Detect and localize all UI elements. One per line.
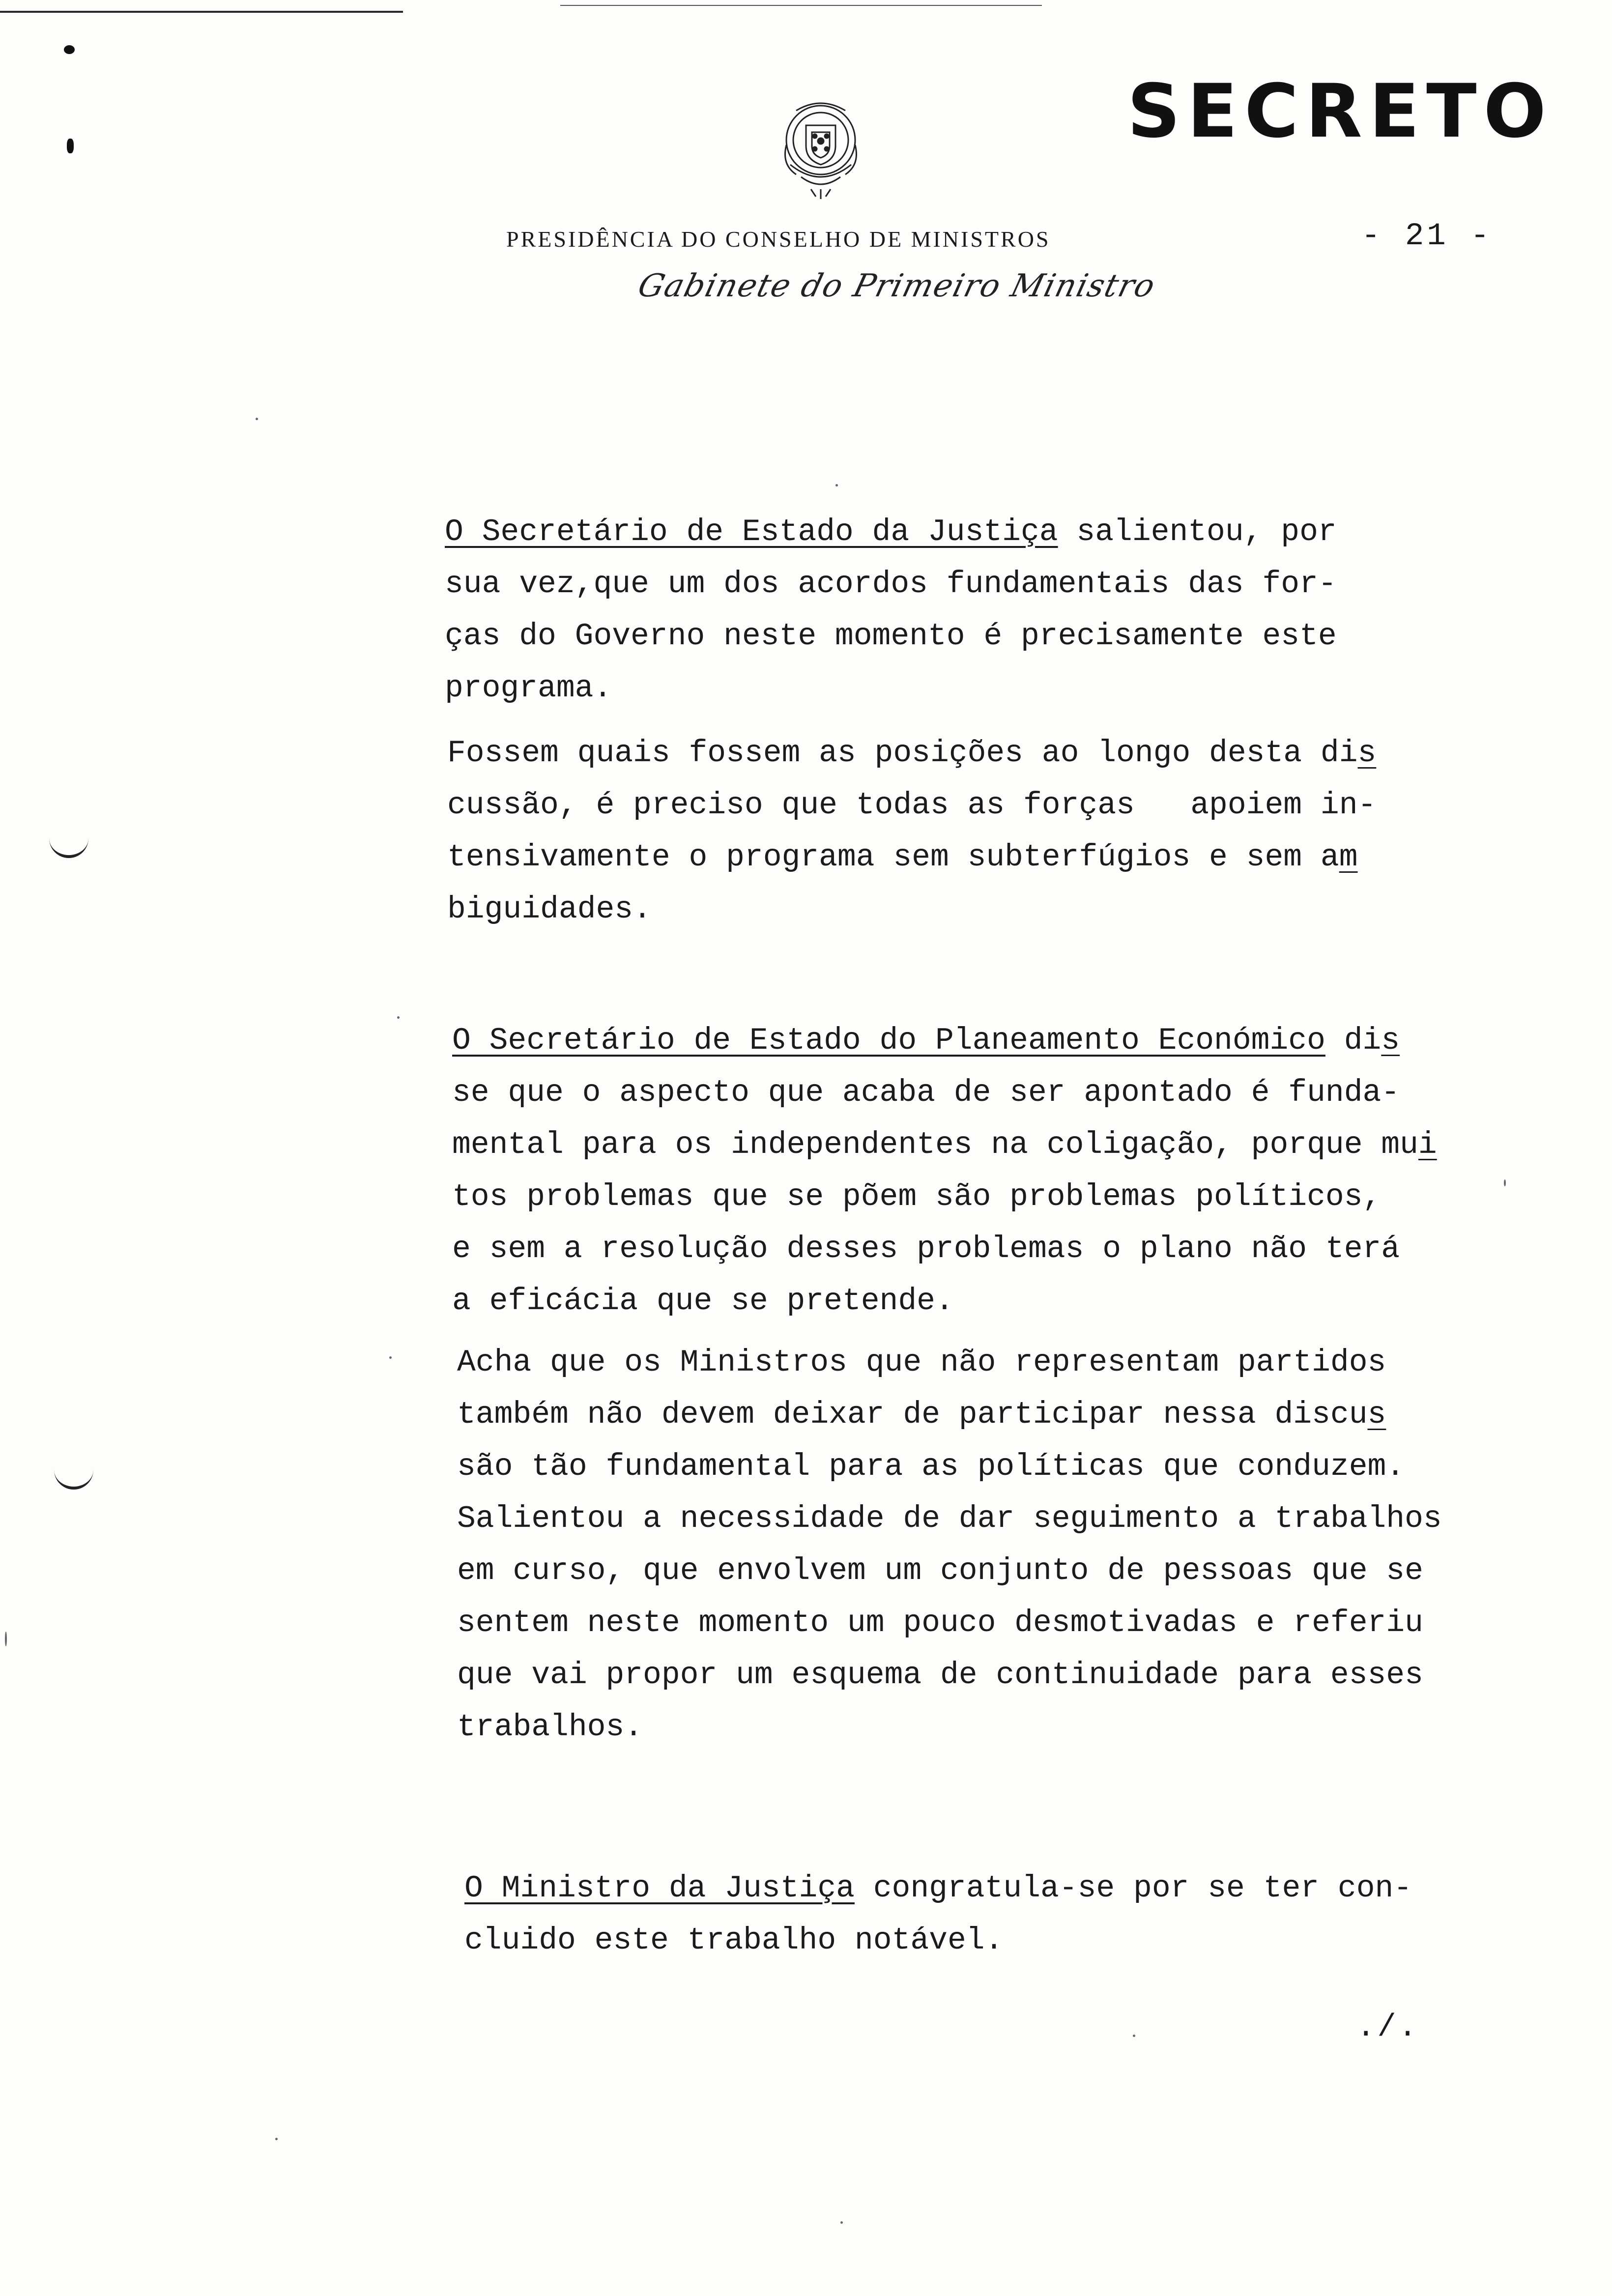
paragraph-line: tensivamente o programa sem subterfúgios e sem am [447, 840, 1358, 875]
speck [1504, 1179, 1506, 1186]
paragraph-line: a eficácia que se pretende. [452, 1284, 954, 1319]
cabinet-handwritten-title: Gabinete do Primeiro Ministro [634, 268, 1159, 304]
paragraph-line: cluido este trabalho notável. [464, 1923, 1004, 1958]
paragraph-fossem-quais [447, 727, 1376, 936]
paragraph-line: cussão, é preciso que todas as forças apoiem in- [447, 788, 1377, 823]
speaker-name: O Secretário de Estado do Planeamento Económico [452, 1023, 1325, 1058]
fold-mark-upper [49, 835, 88, 858]
paragraph-secretario-justica [445, 506, 1337, 715]
fold-mark-lower [54, 1467, 93, 1490]
paragraph-line: em curso, que envolvem um conjunto de pessoas que se [457, 1553, 1423, 1588]
paragraph-line: e sem a resolução desses problemas o plano não terá [452, 1232, 1400, 1266]
paragraph-line: ças do Governo neste momento é precisamente este [445, 619, 1337, 654]
paragraph-line: O Ministro da Justiça congratula-se por se ter con- [464, 1871, 1412, 1906]
paragraph-line: biguidades. [447, 892, 652, 927]
speaker-name: O Secretário de Estado da Justiça [445, 515, 1058, 549]
speaker-name: O Ministro da Justiça [464, 1871, 855, 1906]
paragraph-line: se que o aspecto que acaba de ser apontado é funda- [452, 1075, 1400, 1110]
punch-mark-top [64, 45, 75, 54]
paragraph-line: Salientou a necessidade de dar seguimento a trabalhos [457, 1501, 1442, 1536]
continuation-mark: ./. [1356, 2010, 1419, 2045]
speck [389, 1356, 392, 1359]
paragraph-line: são tão fundamental para as políticas que conduzem. [457, 1449, 1405, 1484]
speck [840, 2221, 843, 2224]
paragraph-line: sentem neste momento um pouco desmotivadas e referiu [457, 1606, 1423, 1640]
paragraph-line: Fossem quais fossem as posições ao longo desta dis [447, 736, 1377, 771]
paragraph-line: também não devem deixar de participar nessa discus [457, 1397, 1386, 1432]
paragraph-secretario-planeamento [452, 1015, 1437, 1327]
paragraph-line: Acha que os Ministros que não representam partidos [457, 1345, 1386, 1380]
speck [397, 1016, 400, 1019]
institution-name: PRESIDÊNCIA DO CONSELHO DE MINISTROS [506, 227, 1051, 252]
paragraph-line: O Secretário de Estado do Planeamento Económico dis [452, 1023, 1400, 1058]
page-number: - 21 - [1361, 219, 1493, 254]
punch-mark-second [67, 139, 74, 153]
coat-of-arms-seal-icon [767, 91, 875, 209]
paragraph-ministro-justica [464, 1863, 1412, 1967]
paragraph-line: que vai propor um esquema de continuidade para esses [457, 1658, 1423, 1693]
paragraph-acha-que [457, 1337, 1442, 1753]
paragraph-line: O Secretário de Estado da Justiça salientou, por [445, 515, 1337, 549]
speck [256, 418, 258, 420]
speck [275, 2138, 278, 2140]
classification-stamp: SECRETO [1127, 69, 1553, 154]
scan-edge-line-left [0, 11, 403, 13]
paragraph-line: tos problemas que se põem são problemas políticos, [452, 1179, 1382, 1214]
paragraph-line: programa. [445, 671, 612, 706]
speck [1133, 2035, 1135, 2037]
paragraph-line: trabalhos. [457, 1710, 643, 1745]
paragraph-line: mental para os independentes na coligação, porque mui [452, 1127, 1437, 1162]
scan-edge-line-top [560, 5, 1042, 6]
paragraph-line: sua vez,que um dos acordos fundamentais das for- [445, 567, 1337, 602]
speck [835, 484, 838, 487]
speck [5, 1632, 7, 1646]
